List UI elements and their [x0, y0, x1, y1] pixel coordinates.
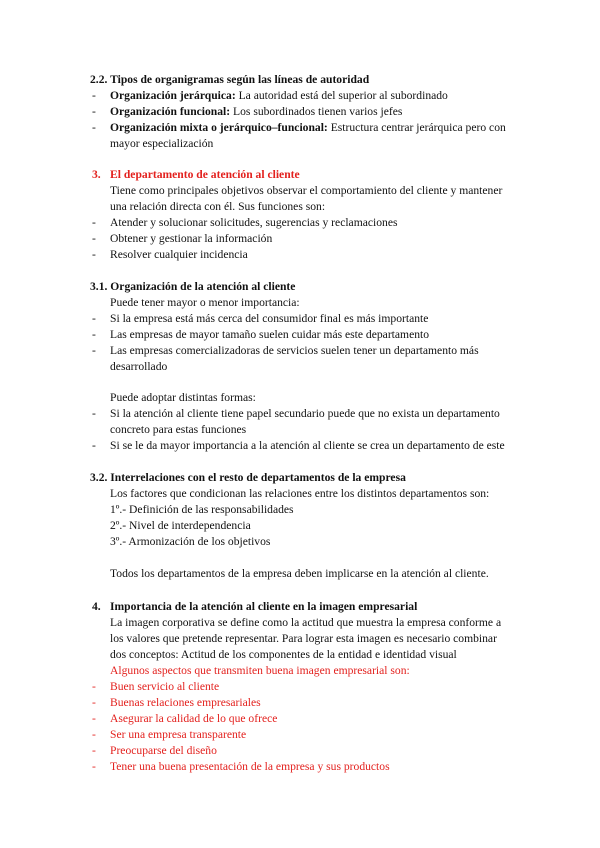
section-3-1-intro: Puede tener mayor o menor importancia: [110, 296, 300, 309]
bullet-dash: - [92, 232, 96, 245]
factor-item: 1º.- Definición de las responsabilidades [110, 503, 294, 516]
bullet-dash: - [92, 89, 96, 102]
section-3-intro: una relación directa con él. Sus funciones son: [110, 200, 326, 213]
list-item-continuation: mayor especialización [110, 137, 214, 150]
list-item-continuation: desarrollado [110, 360, 168, 373]
forms-intro: Puede adoptar distintas formas: [110, 391, 256, 404]
list-item: Ser una empresa transparente [110, 728, 247, 741]
factor-item: 2º.- Nivel de interdependencia [110, 519, 251, 532]
section-3-heading: El departamento de atención al cliente [110, 168, 300, 181]
list-item: Buenas relaciones empresariales [110, 696, 261, 709]
list-item-continuation: concreto para estas funciones [110, 423, 247, 436]
list-item: Asegurar la calidad de lo que ofrece [110, 712, 278, 725]
section-4-paragraph: dos conceptos: Actitud de los componentes de la entidad e identidad visual [110, 648, 457, 661]
bullet-dash: - [92, 328, 96, 341]
section-3-2-intro: Los factores que condicionan las relaciones entre los distintos departamentos son: [110, 487, 490, 500]
section-2-2-heading: 2.2. Tipos de organigramas según las líneas de autoridad [90, 73, 370, 86]
bullet-dash: - [92, 744, 96, 757]
list-item: Tener una buena presentación de la empresa y sus productos [110, 760, 390, 773]
bullet-dash: - [92, 105, 96, 118]
section-3-1-heading: 3.1. Organización de la atención al cliente [90, 280, 296, 293]
description: La autoridad está del superior al subordinado [235, 89, 448, 102]
list-item: Buen servicio al cliente [110, 680, 220, 693]
bullet-dash: - [92, 121, 96, 134]
list-item: Las empresas comercializadoras de servicios suelen tener un departamento más [110, 344, 479, 357]
term: Organización jerárquica: [110, 89, 236, 102]
bullet-dash: - [92, 407, 96, 420]
bullet-dash: - [92, 216, 96, 229]
bullet-dash: - [92, 696, 96, 709]
section-3-number: 3. [92, 168, 101, 181]
list-item: Si la atención al cliente tiene papel secundario puede que no exista un departamento [110, 407, 500, 420]
list-item: Preocuparse del diseño [110, 744, 217, 757]
list-item: Resolver cualquier incidencia [110, 248, 248, 261]
section-3-intro: Tiene como principales objetivos observar el comportamiento del cliente y mantener [110, 184, 503, 197]
bullet-dash: - [92, 712, 96, 725]
list-item [110, 88, 448, 104]
list-item [110, 120, 506, 136]
bullet-dash: - [92, 680, 96, 693]
list-item: Si se le da mayor importancia a la atención al cliente se crea un departamento de este [110, 439, 505, 452]
bullet-dash: - [92, 728, 96, 741]
bullet-dash: - [92, 760, 96, 773]
description: Estructura centrar jerárquica pero con [327, 121, 506, 134]
list-item: Obtener y gestionar la información [110, 232, 273, 245]
list-item: Atender y solucionar solicitudes, sugerencias y reclamaciones [110, 216, 398, 229]
list-item [110, 104, 402, 120]
factor-item: 3º.- Armonización de los objetivos [110, 535, 271, 548]
list-item: Si la empresa está más cerca del consumidor final es más importante [110, 312, 429, 325]
bullet-dash: - [92, 344, 96, 357]
section-4-paragraph: La imagen corporativa se define como la actitud que muestra la empresa conforme a [110, 616, 502, 629]
section-4-red-intro: Algunos aspectos que transmiten buena imagen empresarial son: [110, 664, 410, 677]
term: Organización funcional: [110, 105, 231, 118]
term: Organización mixta o jerárquico–funcional: [110, 121, 328, 134]
bullet-dash: - [92, 312, 96, 325]
section-3-2-closing: Todos los departamentos de la empresa deben implicarse en la atención al cliente. [110, 567, 489, 580]
section-4-number: 4. [92, 600, 101, 613]
section-3-2-heading: 3.2. Interrelaciones con el resto de departamentos de la empresa [90, 471, 406, 484]
section-4-paragraph: los valores que pretende representar. Para lograr esta imagen es necesario combinar [110, 632, 497, 645]
section-4-heading: Importancia de la atención al cliente en la imagen empresarial [110, 600, 418, 613]
bullet-dash: - [92, 439, 96, 452]
bullet-dash: - [92, 248, 96, 261]
list-item: Las empresas de mayor tamaño suelen cuidar más este departamento [110, 328, 430, 341]
description: Los subordinados tienen varios jefes [230, 105, 403, 118]
